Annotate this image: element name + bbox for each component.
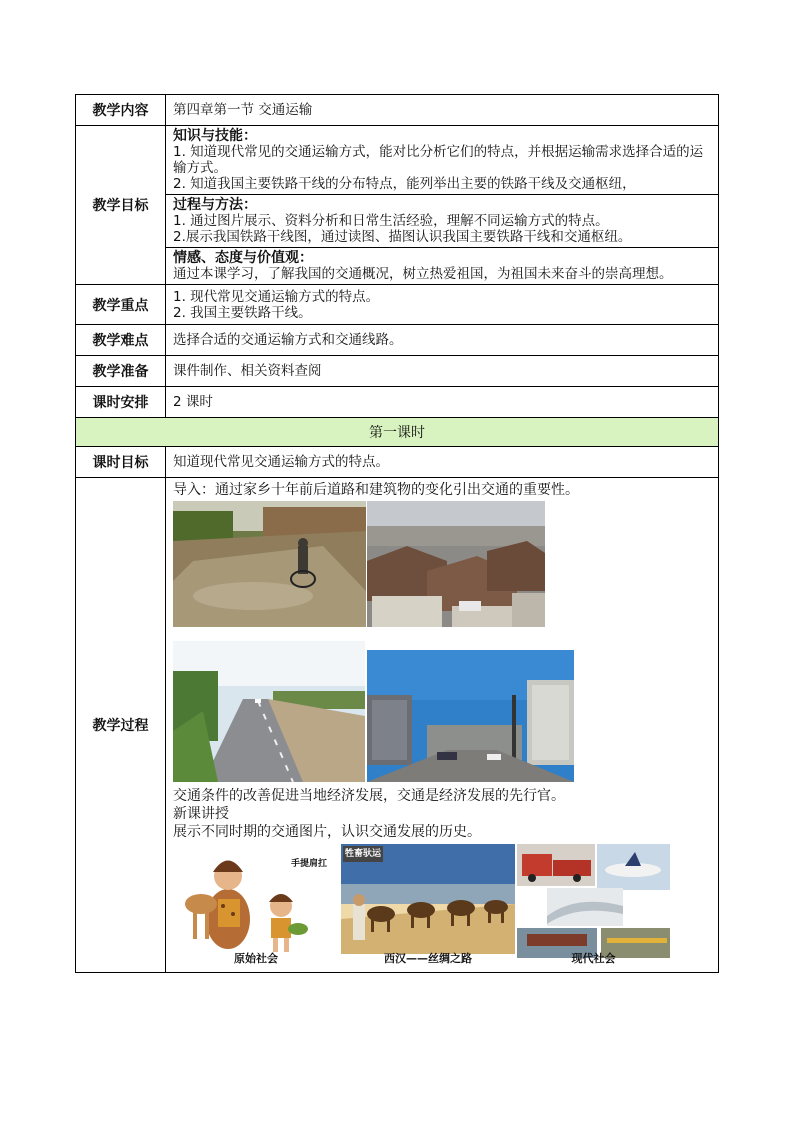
goal-process-line2: 2.展示我国铁路干线图，通过读图、描图认识我国主要铁路干线和交通枢纽。 — [173, 229, 632, 245]
value-period-goal: 知道现代常见交通运输方式的特点。 — [173, 454, 389, 470]
value-difficulty: 选择合适的交通运输方式和交通线路。 — [173, 332, 403, 348]
silk-caption: 西汉——丝绸之路 — [384, 952, 472, 965]
goal-emotion-heading: 情感、态度与价值观： — [173, 250, 313, 266]
photo-old-village — [367, 501, 545, 627]
goal-process-heading: 过程与方法： — [173, 197, 257, 213]
process-new-lesson: 新课讲授 — [173, 806, 229, 822]
strip-silk-road — [341, 844, 515, 969]
goal-knowledge-heading: 知识与技能： — [173, 128, 257, 144]
row-schedule — [76, 387, 719, 418]
goal-process-line1: 1. 通过图片展示、资料分析和日常生活经验，理解不同运输方式的特点。 — [173, 213, 609, 229]
row-key-points — [76, 285, 719, 325]
modern-caption: 现代社会 — [571, 952, 616, 965]
row-content — [76, 95, 719, 126]
row-goals — [76, 126, 719, 285]
strip-primitive — [173, 844, 339, 969]
value-content: 第四章第一节 交通运输 — [173, 102, 313, 118]
silk-tag: 牲畜驮运 — [343, 846, 383, 862]
label-content: 教学内容 — [76, 95, 166, 126]
banner-first-period: 第一课时 — [76, 418, 719, 447]
hometown-photos — [173, 501, 712, 787]
photo-new-road — [173, 641, 365, 782]
key-point-2: 2. 我国主要铁路干线。 — [173, 305, 312, 321]
lesson-plan-table — [75, 94, 719, 973]
label-preparation: 教学准备 — [76, 356, 166, 387]
goal-knowledge-line1: 1. 知道现代常见的交通运输方式，能对比分析它们的特点，并根据运输需求选择合适的运输方式。 — [173, 144, 704, 176]
strip-modern — [517, 844, 670, 969]
goal-process — [166, 195, 718, 248]
label-period-goal: 课时目标 — [76, 447, 166, 478]
row-difficulty — [76, 325, 719, 356]
label-key-points: 教学重点 — [76, 285, 166, 325]
label-goals: 教学目标 — [76, 126, 166, 285]
goal-emotion-line1: 通过本课学习，了解我国的交通概况，树立热爱祖国，为祖国未来奋斗的崇高理想。 — [173, 266, 673, 282]
photo-muddy-road — [173, 501, 366, 627]
goal-knowledge-line2: 2. 知道我国主要铁路干线的分布特点，能列举出主要的铁路干线及交通枢纽， — [173, 176, 636, 192]
process-show-history: 展示不同时期的交通图片，认识交通发展的历史。 — [173, 824, 481, 840]
goal-emotion — [166, 248, 718, 284]
primitive-tag: 手提肩扛 — [291, 859, 328, 869]
primitive-caption: 原始社会 — [234, 952, 278, 965]
process-after-photos: 交通条件的改善促进当地经济发展，交通是经济发展的先行官。 — [173, 788, 565, 804]
transport-history-strip — [173, 844, 712, 969]
row-preparation — [76, 356, 719, 387]
value-schedule: 2 课时 — [173, 394, 213, 410]
label-process: 教学过程 — [76, 478, 166, 973]
label-schedule: 课时安排 — [76, 387, 166, 418]
key-point-1: 1. 现代常见交通运输方式的特点。 — [173, 289, 380, 305]
photo-new-town — [367, 650, 574, 782]
row-banner — [76, 418, 719, 447]
row-period-goal — [76, 447, 719, 478]
label-difficulty: 教学难点 — [76, 325, 166, 356]
value-preparation: 课件制作、相关资料查阅 — [173, 363, 322, 379]
process-intro: 导入：通过家乡十年前后道路和建筑物的变化引出交通的重要性。 — [173, 482, 579, 498]
row-process — [76, 478, 719, 973]
goal-knowledge — [166, 126, 718, 195]
